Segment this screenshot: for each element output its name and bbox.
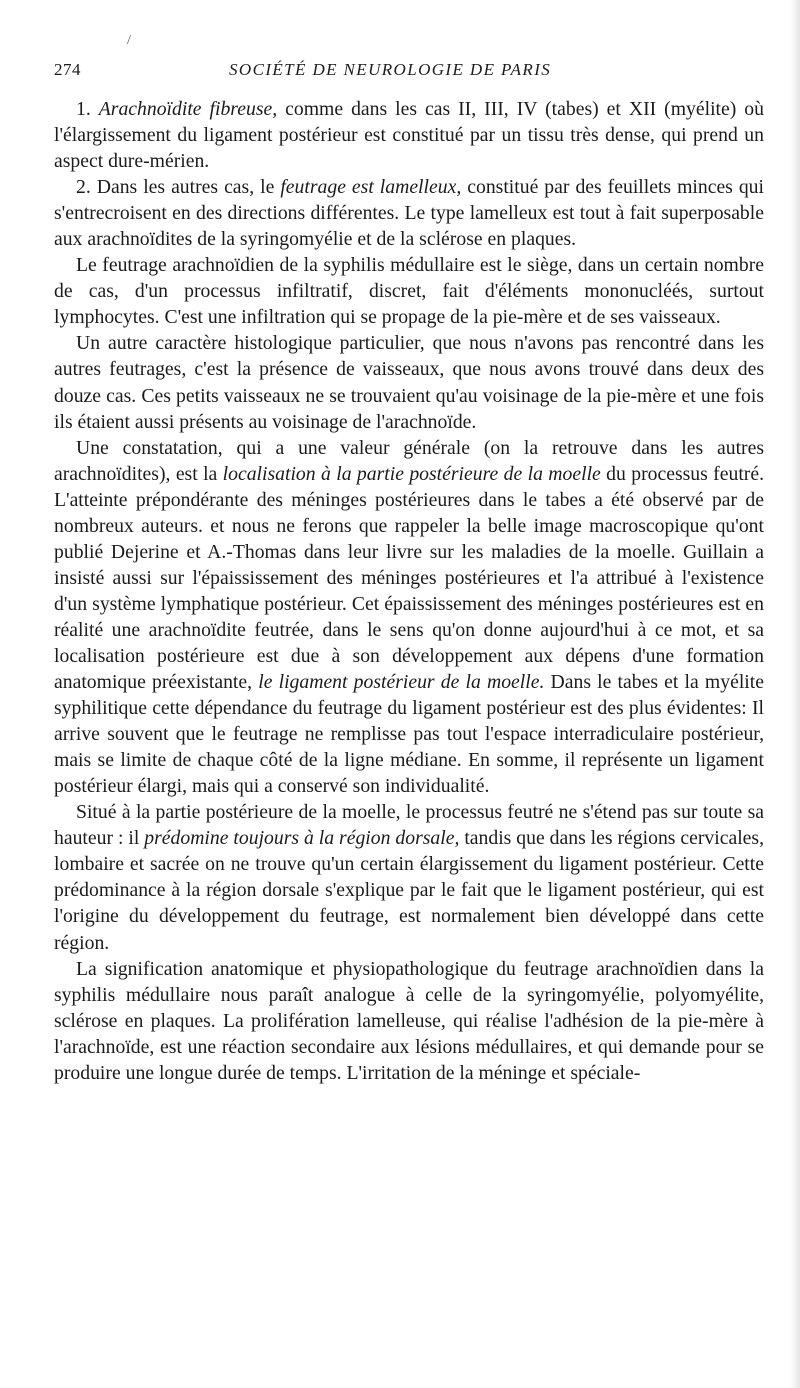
text-run: tandis que dans les régions cervicales, lombaire et sacrée on ne trouve qu'un certain élargissement du ligament postérieur. Cette prédominance à la région dorsale s'explique par le fait que le ligament postérieur, qui est l'origine du développement du feutrage, est normalement bien développé dans cette région. — [54, 827, 765, 954]
text-run: comme dans les cas II, III, IV (tabes) et XII (myélite) où l'élargissement du ligament postérieur est constitué par un tissu très dense, qui prend un aspect dure-mérien. — [54, 98, 764, 173]
text-run: 2. Dans les autres cas, le — [76, 176, 281, 199]
text-run: La signification anatomique et physiopathologique du feutrage arachnoïdien dans la syphilis médullaire nous paraît analogue à celle de la syringomyélie, polyomyélite, sclérose en plaques. La prolifération lamelleuse, qui réalise l'adhésion de la pie-mère à l'arachnoïde, est une réaction secondaire aux lésions médullaires, et qui demande pour se produire une longue durée de temps. L'irritation de la méninge et spéciale- — [54, 957, 764, 1084]
page-number: 274 — [54, 60, 81, 79]
running-head: SOCIÉTÉ DE NEUROLOGIE DE PARIS — [229, 60, 552, 79]
pencil-mark: / — [127, 33, 131, 48]
paragraph-6 — [54, 799, 764, 955]
paragraph-7 — [54, 956, 764, 1086]
paragraph-3 — [54, 252, 764, 330]
text-run: Une constatation, qui a une valeur générale (on la retrouve dans les autres arachnoïdites), est la — [54, 436, 764, 485]
emphasis-run: feutrage est lamelleux, — [280, 176, 462, 199]
emphasis-run: localisation à la partie postérieure de la moelle — [222, 462, 601, 485]
emphasis-run: Arachnoïdite fibreuse, — [98, 98, 278, 120]
page-header — [54, 60, 764, 84]
text-run: du processus feutré. L'atteinte prépondérante des méninges postérieures dans le tabes a été observé par de nombreux auteurs. et nous ne ferons que rappeler la belle image macroscopique qu'ont publié Dejerine et A.-Thomas dans leur livre sur les maladies de la moelle. Guillain a insisté aussi sur l'épaississement des méninges postérieures et l'a attribué à l'existence d'un système lymphatique postérieur. Cet épaississement des méninges postérieures est en réalité une arachnoïdite feutrée, dans le sens qu'on donne aujourd'hui à ce mot, et sa localisation postérieure est due à son développement aux dépens d'une formation anatomique préexistante, — [54, 462, 765, 694]
text-run: Situé à la partie postérieure de la moelle, le processus feutré ne s'étend pas sur toute sa hauteur : il — [54, 801, 764, 850]
paragraph-2 — [54, 174, 764, 252]
text-run: Un autre caractère histologique particulier, que nous n'avons pas rencontré dans les autres feutrages, c'est la présence de vaisseaux, que nous avons trouvé dans deux des douze cas. Ces petits vaisseaux ne se trouvaient qu'au voisinage de la pie-mère et une fois ils étaient aussi présents au voisinage de l'arachnoïde. — [54, 332, 764, 433]
text-run: Le feutrage arachnoïdien de la syphilis médullaire est le siège, dans un certain nombre de cas, d'un processus infiltratif, discret, fait d'éléments mononucléés, surtout lymphocytes. C'est une infiltration qui se propage de la pie-mère et de ses vaisseaux. — [54, 254, 764, 329]
paragraph-1 — [54, 96, 764, 174]
paragraph-4 — [54, 330, 764, 434]
body-text — [54, 96, 764, 1086]
emphasis-run: prédomine toujours à la région dorsale, — [144, 827, 460, 850]
paragraph-5 — [54, 435, 764, 800]
emphasis-run: le ligament postérieur de la moelle. — [258, 671, 545, 694]
text-run: 1. — [76, 98, 99, 120]
text-run: Dans le tabes et la myélite syphilitique cette dépendance du feutrage du ligament postérieur est des plus évidentes: Il arrive souvent que le feutrage ne remplisse pas tout l'espace interradiculaire postérieur, mais se limite de chaque côté de la ligne médiane. En somme, il représente un ligament postérieur élargi, mais qui a conservé son individualité. — [54, 671, 764, 798]
text-run: constitué par des feuillets minces qui s'entrecroisent en des directions différentes. Le type lamelleux est tout à fait superposable aux arachnoïdites de la syringomyélie et de la sclérose en plaques. — [54, 176, 764, 251]
